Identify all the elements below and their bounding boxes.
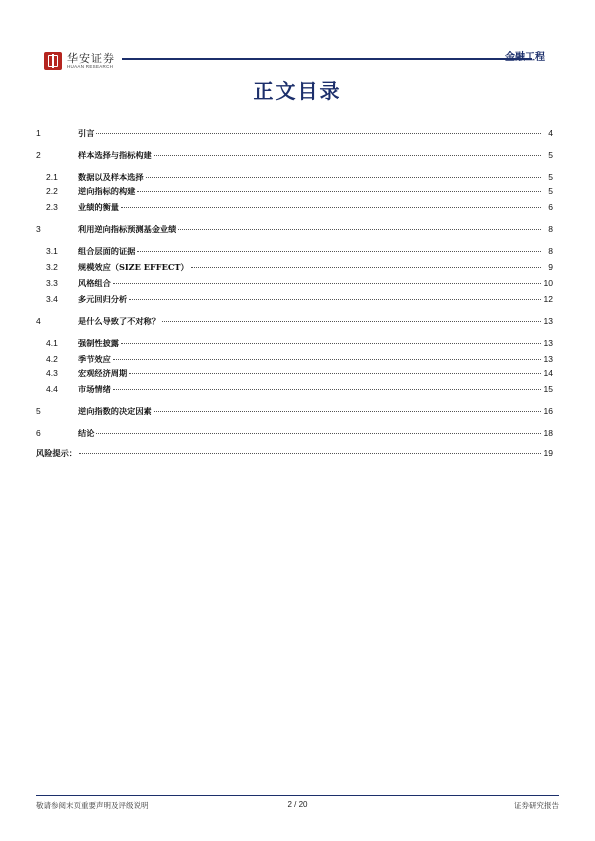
toc-entry-label[interactable]: 引言 <box>78 128 95 138</box>
toc-entry-label[interactable]: 强制性披露 <box>78 338 119 348</box>
toc-entry-label[interactable]: 市场情绪 <box>78 384 111 394</box>
toc-entry[interactable] <box>36 184 553 198</box>
toc-entry-number: 4.4 <box>46 384 58 394</box>
toc-entry-number: 3.1 <box>46 246 58 256</box>
toc-entry-label[interactable]: 结论 <box>78 428 95 438</box>
toc-entry-label[interactable]: 组合层面的证据 <box>78 246 136 256</box>
page-title: 正文目录 <box>253 79 342 103</box>
toc-entry-page: 8 <box>548 246 553 256</box>
toc-dot-leader <box>137 251 541 252</box>
toc-dot-leader <box>113 283 541 284</box>
toc-entry-number: 3.3 <box>46 278 58 288</box>
toc-entry-label[interactable]: 逆向指标的构建 <box>78 186 136 196</box>
toc-dot-leader <box>178 229 541 230</box>
toc-entry[interactable] <box>36 382 553 396</box>
toc-entry-label[interactable]: 风险提示： <box>36 448 77 458</box>
toc-entry-number: 6 <box>36 428 41 438</box>
toc-entry[interactable] <box>36 366 553 380</box>
toc-dot-leader <box>121 207 541 208</box>
toc-entry-number: 3.4 <box>46 294 58 304</box>
toc-entry-page: 13 <box>543 354 553 364</box>
toc-entry-page: 12 <box>543 294 553 304</box>
logo-chinese-name: 华安证券 <box>67 52 115 65</box>
toc-entry-label[interactable]: 利用逆向指标预测基金业绩 <box>78 224 177 234</box>
toc-entry[interactable] <box>36 260 553 274</box>
toc-entry-page: 10 <box>543 278 553 288</box>
toc-entry-number: 1 <box>36 128 41 138</box>
toc-entry-page: 18 <box>543 428 553 438</box>
toc-dot-leader <box>113 389 541 390</box>
toc-entry-page: 13 <box>543 316 553 326</box>
toc-entry-page: 13 <box>543 338 553 348</box>
toc-entry-label[interactable]: 样本选择与指标构建 <box>78 150 152 160</box>
toc-entry-label[interactable]: 逆向指数的决定因素 <box>78 406 152 416</box>
toc-entry-number: 2 <box>36 150 41 160</box>
toc-entry[interactable] <box>36 446 553 460</box>
toc-entry[interactable] <box>36 426 553 440</box>
toc-dot-leader <box>137 191 541 192</box>
toc-dot-leader <box>154 155 541 156</box>
toc-entry[interactable] <box>36 244 553 258</box>
toc-entry[interactable] <box>36 336 553 350</box>
toc-entry-page: 8 <box>548 224 553 234</box>
toc-entry-number: 2.2 <box>46 186 58 196</box>
footer-disclaimer: 敬请参阅末页重要声明及评级说明 <box>36 801 149 810</box>
toc-dot-leader <box>96 133 541 134</box>
footer-report-type: 证券研究报告 <box>514 801 559 810</box>
toc-entry-number: 2.3 <box>46 202 58 212</box>
toc-entry[interactable] <box>36 148 553 162</box>
toc-entry-page: 5 <box>548 186 553 196</box>
toc-entry[interactable] <box>36 314 553 328</box>
toc-dot-leader <box>129 373 541 374</box>
toc-entry[interactable] <box>36 222 553 236</box>
toc-entry-label[interactable]: 宏观经济周期 <box>78 368 128 378</box>
toc-entry-page: 9 <box>548 262 553 272</box>
toc-entry-number: 4.3 <box>46 368 58 378</box>
header-divider <box>122 58 532 60</box>
logo-english-name: HUAAN RESEARCH <box>67 64 114 69</box>
toc-entry[interactable] <box>36 126 553 140</box>
company-logo-icon <box>44 52 62 70</box>
toc-entry-page: 6 <box>548 202 553 212</box>
toc-entry-page: 16 <box>543 406 553 416</box>
toc-entry-number: 5 <box>36 406 41 416</box>
toc-dot-leader <box>129 299 541 300</box>
page-indicator: 2 / 20 <box>287 800 308 809</box>
toc-entry-label[interactable]: 季节效应 <box>78 354 111 364</box>
report-category: 金融工程 <box>505 52 545 63</box>
toc-entry[interactable] <box>36 170 553 184</box>
toc-entry-page: 15 <box>543 384 553 394</box>
toc-entry-number: 4 <box>36 316 41 326</box>
toc-entry-number: 3.2 <box>46 262 58 272</box>
toc-dot-leader <box>96 433 541 434</box>
footer-divider <box>36 795 559 796</box>
toc-dot-leader <box>146 177 541 178</box>
toc-entry[interactable] <box>36 352 553 366</box>
toc-entry-page: 14 <box>543 368 553 378</box>
toc-entry-number: 3 <box>36 224 41 234</box>
toc-entry-label[interactable]: 业绩的衡量 <box>78 202 119 212</box>
toc-entry-label[interactable]: 风格组合 <box>78 278 111 288</box>
toc-entry[interactable] <box>36 200 553 214</box>
toc-entry-number: 4.2 <box>46 354 58 364</box>
toc-entry[interactable] <box>36 276 553 290</box>
toc-entry-label[interactable]: 是什么导致了不对称？ <box>78 316 160 326</box>
toc-dot-leader <box>162 321 541 322</box>
toc-entry-page: 19 <box>543 448 553 458</box>
toc-entry[interactable] <box>36 404 553 418</box>
toc-dot-leader <box>79 453 541 454</box>
toc-dot-leader <box>113 359 541 360</box>
toc-dot-leader <box>121 343 541 344</box>
toc-entry-page: 5 <box>548 150 553 160</box>
toc-entry-page: 5 <box>548 172 553 182</box>
toc-dot-leader <box>154 411 541 412</box>
toc-entry-label[interactable]: 数据以及样本选择 <box>78 172 144 182</box>
toc-entry[interactable] <box>36 292 553 306</box>
toc-entry-label[interactable]: 规模效应（SIZE EFFECT） <box>78 262 189 272</box>
toc-entry-number: 4.1 <box>46 338 58 348</box>
toc-entry-label[interactable]: 多元回归分析 <box>78 294 128 304</box>
page-header <box>36 46 559 74</box>
toc-dot-leader <box>191 267 541 268</box>
toc-entry-page: 4 <box>548 128 553 138</box>
toc-entry-number: 2.1 <box>46 172 58 182</box>
